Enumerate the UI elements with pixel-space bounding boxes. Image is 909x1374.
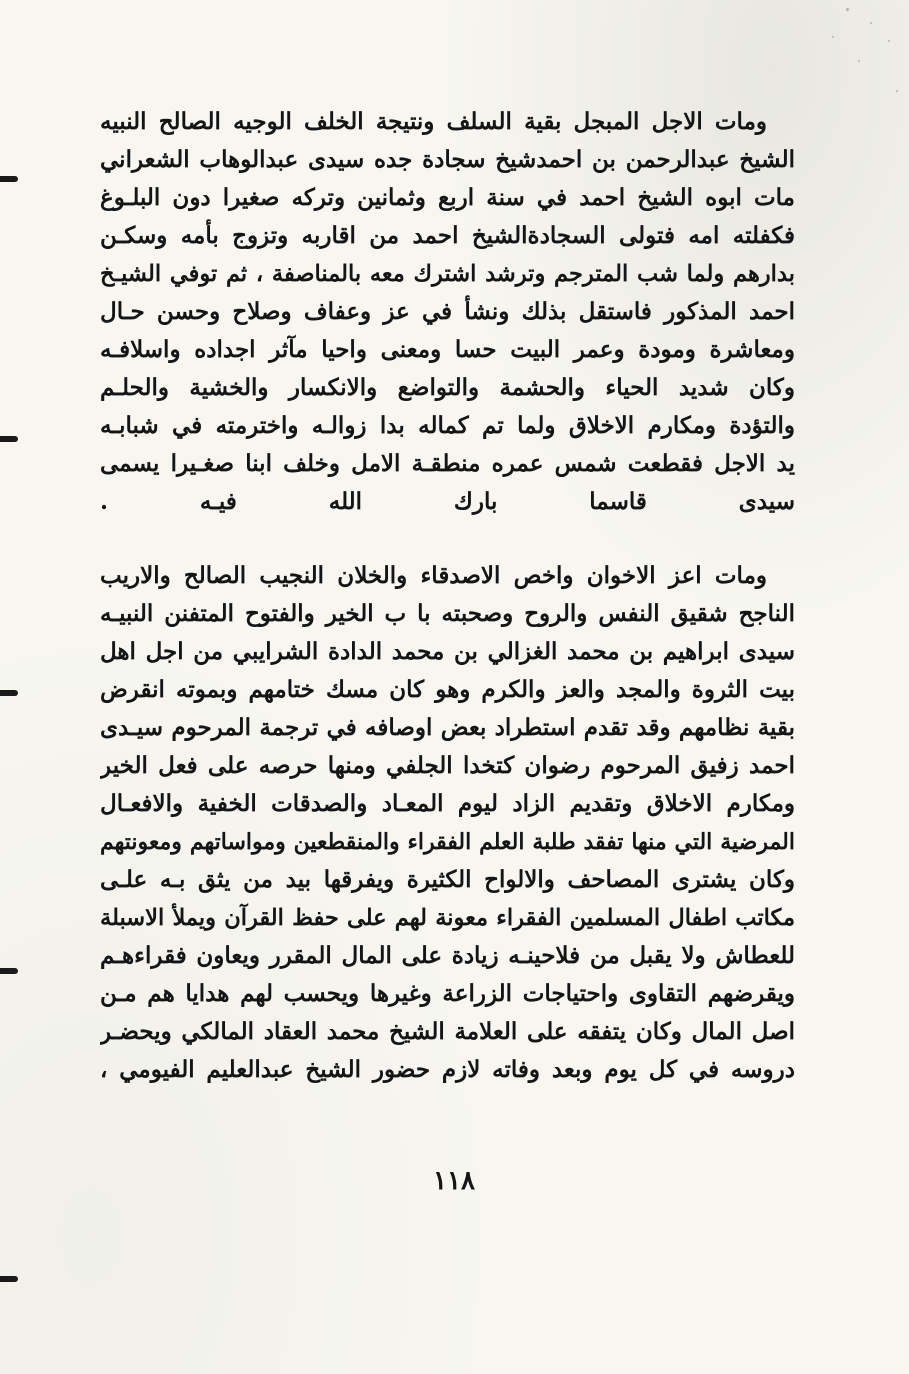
scan-speck [870, 22, 872, 24]
text-line: وكان يشترى المصاحف والالواح الكثيرة ويفرقها بيد من يثق بـه علـى [100, 866, 795, 893]
binding-mark [0, 176, 18, 182]
scan-speck [832, 36, 834, 38]
text-line: ومكارم الاخلاق وتقديم الزاد ليوم المعـاد والصدقات الخفية والافعـال [100, 790, 795, 817]
text-line: مكاتب اطفال المسلمين الفقراء معونة لهم على حفظ القرآن ويملأ الاسبلة [100, 905, 795, 931]
text-line: ومات الاجل المبجل بقية السلف ونتيجة الخلف الوجيه الصالح النبيه [100, 108, 767, 135]
text-line: الناجح شقيق النفس والروح وصحبته با ب الخير والفتوح المتفنن النبيـه [100, 600, 795, 627]
text-line: بدارهم ولما شب المترجم وترشد اشترك معه بالمناصفة ، ثم توفي الشيـخ [100, 261, 795, 287]
text-line: سيدى قاسما بارك الله فيـه . [100, 488, 795, 515]
text-line: اصل المال وكان يتفقه على العلامة الشيخ محمد العقاد المالكي ويحضـر [100, 1018, 795, 1045]
binding-mark [0, 1276, 18, 1282]
page-number: ١١٨ [433, 1166, 475, 1196]
text-line: فكفلته امه فتولى السجادةالشيخ احمد من اقاربه وتزوج بأمه وسكـن [100, 222, 795, 249]
scan-speck [888, 40, 890, 42]
text-line: مات ابوه الشيخ احمد في سنة اربع وثمانين وتركه صغيرا دون البلـوغ [100, 184, 795, 211]
text-line: وكان شديد الحياء والحشمة والتواضع والانكسار والخشية والحلـم [100, 374, 795, 401]
text-line: سيدى ابراهيم بن محمد الغزالي بن محمد الدادة الشرايبي من اجل اهل [100, 638, 795, 665]
text-line: احمد زفيق المرحوم رضوان كتخدا الجلفي ومنها حرصه على فعل الخير [100, 752, 795, 779]
text-line: بقية نظامهم وقد تقدم استطراد بعض اوصافه في ترجمة المرحوم سيـدى [100, 714, 795, 741]
scan-speck [846, 8, 849, 11]
text-line: المرضية التي منها تفقد طلبة العلم الفقراء والمنقطعين ومواساتهم ومعونتهم [100, 829, 795, 855]
text-line: ومعاشرة ومودة وعمر البيت حسا ومعنى واحيا مآثر اجداده واسلافـه [100, 336, 795, 363]
text-line: ويقرضهم التقاوى واحتياجات الزراعة وغيرها ويحسب لهم هدايا هم مـن [100, 980, 795, 1007]
binding-mark [0, 436, 18, 442]
scan-speck [858, 60, 860, 62]
text-line: دروسه في كل يوم وبعد وفاته لازم حضور الشيخ عبدالعليم الفيومي ، [100, 1056, 795, 1083]
text-line: احمد المذكور فاستقل بذلك ونشأ في عز وعفاف وصلاح وحسن حـال [100, 298, 795, 325]
text-line: الشيخ عبدالرحمن بن احمدشيخ سجادة جده سيدى عبدالوهاب الشعراني [100, 146, 795, 173]
text-line: بيت الثروة والمجد والعز والكرم وهو كان مسك ختامهم وبموته انقرض [100, 676, 795, 703]
text-line: يد الاجل فقطعت شمس عمره منطقـة الامل وخلف ابنا صغـيرا يسمى [100, 450, 795, 477]
binding-mark [0, 968, 18, 974]
text-line: والتؤدة ومكارم الاخلاق ولما تم كماله بدا زوالـه واخترمته في شبابـه [100, 412, 795, 439]
text-line: للعطاش ولا يقبل من فلاحينـه زيادة على المال المقرر ويعاون فقراءهـم [100, 942, 795, 969]
binding-mark [0, 690, 18, 696]
text-line: ومات اعز الاخوان واخص الاصدقاء والخلان النجيب الصالح والاريب [100, 562, 767, 589]
scan-speck [896, 90, 898, 92]
